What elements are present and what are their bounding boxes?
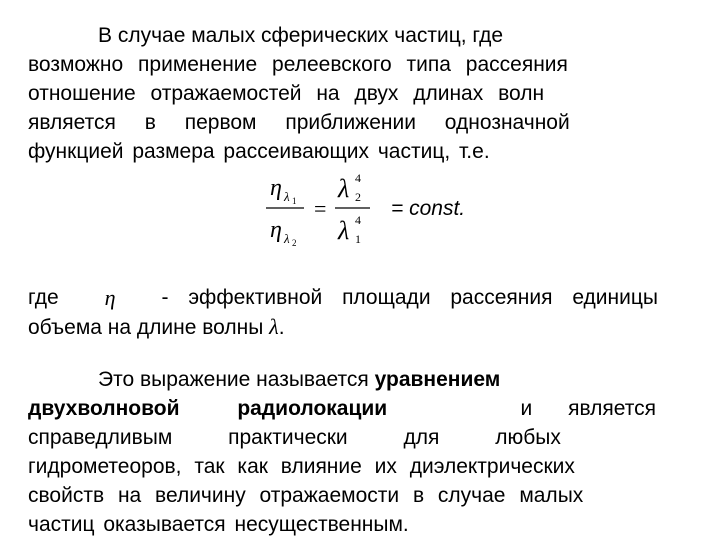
formula-sub1-top: 1 bbox=[292, 196, 297, 206]
para2-line1 bbox=[28, 285, 658, 311]
para3-line2-bold: двухволновой радиолокации bbox=[28, 397, 388, 420]
para1-line5: функцией размера рассеивающих частиц, т.е. bbox=[28, 140, 490, 163]
para3-line6: частиц оказывается несущественным. bbox=[28, 513, 409, 536]
formula-const-text: = const. bbox=[391, 197, 466, 220]
para3-line3: справедливым практически для любых bbox=[28, 426, 561, 449]
para1-line4: является в первом приближении однозначной bbox=[28, 111, 570, 134]
formula-eta-bottom: η bbox=[270, 217, 282, 243]
formula-equals: = bbox=[314, 196, 327, 221]
formula-sub1-right: 1 bbox=[355, 232, 361, 246]
para1-line3: отношение отражаемостей на двух длинах волн bbox=[28, 82, 545, 105]
formula-eta-top: η bbox=[270, 175, 282, 201]
para2-line2 bbox=[28, 314, 285, 341]
para3-line4: гидрометеоров, так как влияние их диэлектрических bbox=[28, 455, 575, 478]
para3-line1-bold: уравнением bbox=[374, 368, 501, 391]
para2-line2-period: . bbox=[278, 316, 285, 339]
formula-sub2-right: 2 bbox=[355, 190, 361, 204]
para3-line2-normal: и является bbox=[520, 397, 656, 420]
para3-line5: свойств на величину отражаемости в случае малых bbox=[28, 484, 584, 507]
para2-where: где bbox=[28, 286, 59, 309]
para1-line1: В случае малых сферических частиц, где bbox=[98, 24, 504, 47]
para3-line1 bbox=[98, 367, 500, 393]
para2-eta-symbol: η bbox=[104, 285, 116, 310]
formula-power-bottom: 4 bbox=[355, 213, 361, 227]
formula-sub2-bottom: 2 bbox=[292, 238, 297, 248]
formula-lambda-sub-top: λ bbox=[284, 189, 290, 204]
para2-line1-rest: - эффективной площади рассеяния единицы bbox=[161, 286, 658, 309]
para3-line1-normal: Это выражение называется bbox=[98, 368, 369, 391]
para1-line2 bbox=[28, 52, 656, 78]
formula-lambda-bottom: λ bbox=[338, 216, 350, 245]
formula-power-top: 4 bbox=[355, 171, 361, 185]
para2-lambda-symbol: λ bbox=[269, 314, 279, 339]
para1-line2-text: возможно применение релеевского типа рассеяния bbox=[28, 53, 568, 76]
para2-line2-text: объема на длине волны bbox=[28, 316, 264, 339]
formula-lambda-top: λ bbox=[338, 174, 350, 203]
formula-lambda-sub-bottom: λ bbox=[284, 231, 290, 246]
formula-const bbox=[391, 196, 465, 222]
para3-line2 bbox=[28, 396, 658, 422]
